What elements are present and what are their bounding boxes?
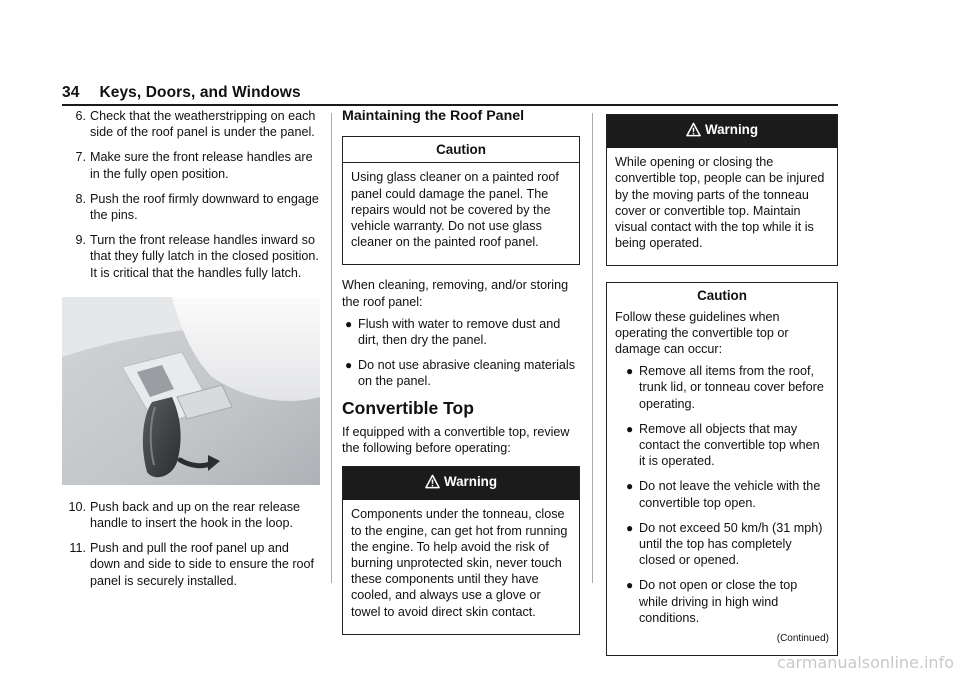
caution-body: Using glass cleaner on a painted roof panel could damage the panel. The repairs would not be covered by the vehicle warranty. Do not use glass cleaner on the painted roof panel. xyxy=(351,170,559,250)
caution-title: Caution xyxy=(343,137,579,163)
bullet-icon: ● xyxy=(626,479,634,494)
header-rule xyxy=(62,104,838,106)
watermark-url: carmanualsonline.info xyxy=(776,653,954,672)
steps-list-a xyxy=(62,108,320,281)
list-item: ● Remove all items from the roof, trunk lid, or tonneau cover before operating. xyxy=(626,364,824,411)
chapter-title: Keys, Doors, and Windows xyxy=(99,84,301,101)
caution-title: Caution xyxy=(697,288,747,304)
step-number: 8. xyxy=(75,191,86,206)
steps-list-b xyxy=(62,499,320,589)
step-item xyxy=(62,540,320,589)
column-right xyxy=(606,114,838,668)
rear-release-handle-photo xyxy=(62,297,320,485)
warning-title-bar xyxy=(343,467,579,500)
section-intro: If equipped with a convertible top, review the following before operating: xyxy=(342,424,570,456)
step-number: 10. xyxy=(68,499,86,514)
warning-box xyxy=(606,114,838,266)
bullet-icon: ● xyxy=(626,520,634,535)
warning-title: Warning xyxy=(704,122,759,137)
column-divider-1 xyxy=(331,113,332,583)
continued-note: (Continued) xyxy=(776,633,829,645)
step-number: 11. xyxy=(69,541,86,556)
step-text: Turn the front release handles inward so that they fully latch in the closed position. It is critical that the handles fully latch. xyxy=(90,233,319,280)
handle-illustration xyxy=(62,297,320,485)
column-divider-2 xyxy=(592,113,593,583)
warning-box xyxy=(342,466,580,635)
step-item xyxy=(62,232,320,281)
bullet-icon: ● xyxy=(626,364,634,379)
step-text: Push and pull the roof panel up and down and side to side to ensure the roof panel is securely installed. xyxy=(90,541,315,588)
step-number: 6. xyxy=(75,109,86,123)
bullet-icon: ● xyxy=(345,358,353,373)
caution-bullets xyxy=(623,363,829,626)
step-item xyxy=(62,149,320,181)
page-number: 34 xyxy=(62,84,80,101)
warning-triangle-icon xyxy=(425,474,440,493)
warning-triangle-icon xyxy=(686,122,701,141)
list-item: ● Do not use abrasive cleaning materials on the panel. xyxy=(345,358,576,389)
intro-paragraph: When cleaning, removing, and/or storing the roof panel: xyxy=(342,278,569,309)
list-item: ● Flush with water to remove dust and dirt, then dry the panel. xyxy=(345,316,561,348)
caution-intro: Follow these guidelines when operating the convertible top or damage can occur: xyxy=(615,309,789,357)
list-item: ● Do not open or close the top while driving in high wind conditions. xyxy=(626,578,798,625)
caution-box xyxy=(606,282,838,656)
section-heading-roof-panel: Maintaining the Roof Panel xyxy=(342,108,525,124)
step-text: Make sure the front release handles are in the fully open position. xyxy=(90,150,313,181)
step-number: 9. xyxy=(75,233,86,248)
warning-title-bar xyxy=(607,115,837,148)
bullet-icon: ● xyxy=(626,421,634,436)
warning-title: Warning xyxy=(443,474,498,490)
step-text: Check that the weatherstripping on each side of the roof panel is under the panel. xyxy=(90,109,316,140)
column-left xyxy=(62,108,320,598)
warning-body: Components under the tonneau, close to the engine, can get hot from running the engine. To help avoid the risk of burning unprotected skin, never touch these components until they have cooled, and always use a glove or towel to avoid direct skin contact. xyxy=(351,507,568,619)
bullet-icon: ● xyxy=(626,578,634,593)
page-header xyxy=(62,84,301,102)
column-middle xyxy=(342,108,580,647)
bullet-icon: ● xyxy=(345,316,353,331)
step-text: Push back and up on the rear release handle to insert the hook in the loop. xyxy=(90,499,301,531)
list-item: ● Do not exceed 50 km/h (31 mph) until the top has completely closed or opened. xyxy=(626,520,823,568)
step-item xyxy=(62,499,320,531)
list-item: ● Remove all objects that may contact the convertible top when it is operated. xyxy=(626,421,820,469)
warning-body: While opening or closing the convertible top, people can be injured by the moving parts of the tonneau cover or convertible top. Maintain visual contact with the top while it is being operated. xyxy=(615,155,825,251)
list-item: ● Do not leave the vehicle with the convertible top open. xyxy=(626,479,821,510)
step-item xyxy=(62,108,320,140)
step-text: Push the roof firmly downward to engage the pins. xyxy=(90,191,319,223)
step-number: 7. xyxy=(75,150,86,165)
caution-box xyxy=(342,136,580,265)
step-item xyxy=(62,191,320,223)
cleaning-bullets xyxy=(342,316,580,390)
section-title-convertible-top: Convertible Top xyxy=(342,397,474,418)
